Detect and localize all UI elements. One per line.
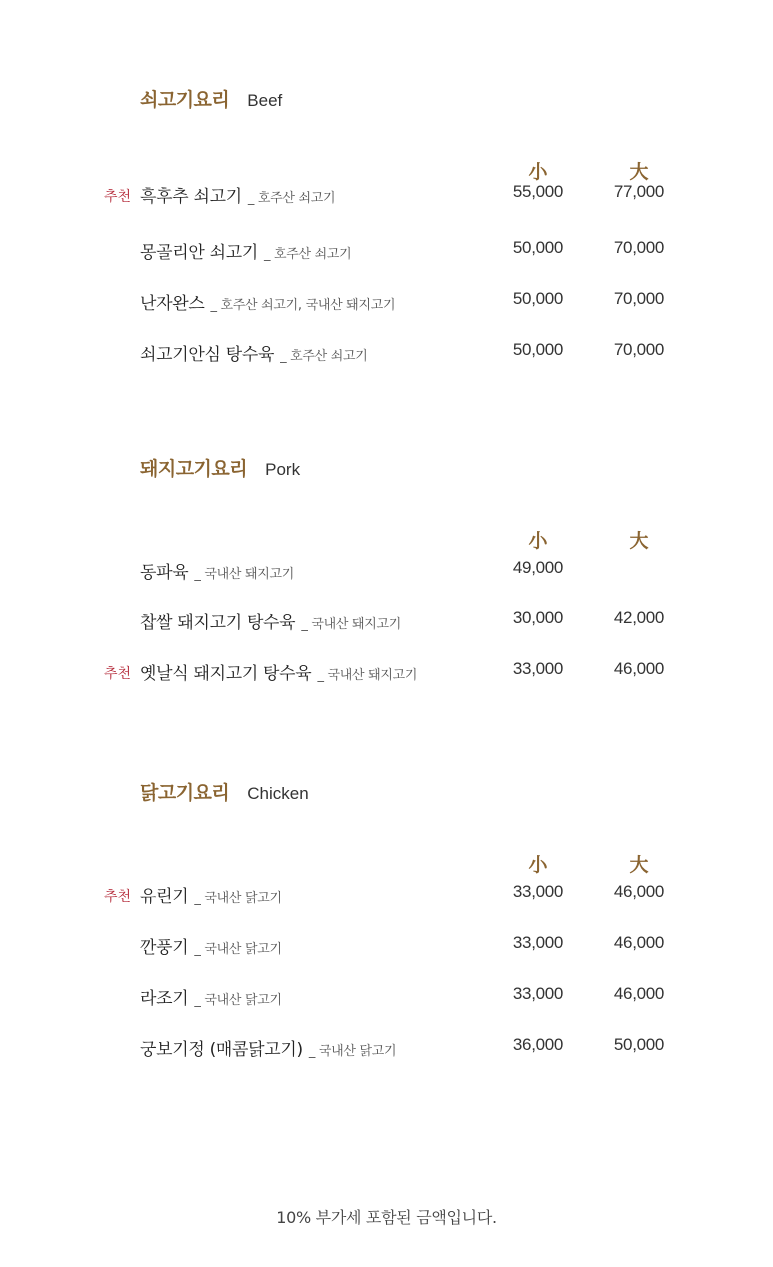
price-small: 50,000 <box>512 340 564 359</box>
price-large: 70,000 <box>613 238 665 257</box>
menu-item <box>0 289 773 319</box>
item-name: 라조기 <box>140 989 189 1009</box>
price-large: 46,000 <box>613 984 665 1003</box>
price-large: 46,000 <box>613 933 665 952</box>
recommend-badge: 추천 <box>104 666 132 682</box>
menu-item <box>0 882 773 912</box>
item-origin: _ 국내산 닭고기 <box>194 993 282 1008</box>
price-small: 50,000 <box>512 289 564 308</box>
price-small: 33,000 <box>512 984 564 1003</box>
item-origin: _ 호주산 쇠고기 <box>263 247 352 262</box>
recommend-badge: 추천 <box>104 889 132 905</box>
price-small: 55,000 <box>512 182 564 201</box>
item-name: 깐풍기 <box>140 938 189 958</box>
item-name: 몽골리안 쇠고기 <box>140 243 258 263</box>
vat-notice: 10% 부가세 포함된 금액입니다. <box>276 1208 497 1227</box>
section-title-en: Chicken <box>247 784 309 803</box>
price-large: 77,000 <box>613 182 665 201</box>
size-large-header: 大 <box>629 854 649 876</box>
item-origin: _ 국내산 돼지고기 <box>194 567 295 582</box>
price-small: 33,000 <box>512 882 564 901</box>
item-origin: _ 국내산 닭고기 <box>308 1044 397 1059</box>
price-large: 46,000 <box>613 659 665 678</box>
price-small: 33,000 <box>512 933 564 952</box>
item-origin: _ 호주산 쇠고기 <box>280 349 368 364</box>
menu-item <box>0 238 773 268</box>
price-small: 49,000 <box>512 558 564 577</box>
section-title <box>140 85 282 112</box>
menu-item <box>0 1035 773 1065</box>
recommend-badge: 추천 <box>104 189 132 205</box>
section-title-en: Beef <box>247 91 283 110</box>
item-origin: _ 국내산 돼지고기 <box>317 668 418 683</box>
price-small: 36,000 <box>512 1035 564 1054</box>
size-small-header: 小 <box>528 530 548 552</box>
item-name: 흑후추 쇠고기 <box>140 187 242 207</box>
size-large-header: 大 <box>629 530 649 552</box>
price-large: 46,000 <box>613 882 665 901</box>
price-small: 30,000 <box>512 608 564 627</box>
menu-item <box>0 340 773 370</box>
size-small-header: 小 <box>528 161 548 183</box>
menu-item <box>0 984 773 1014</box>
item-name: 난자완스 <box>140 294 205 314</box>
item-origin: _ 국내산 닭고기 <box>194 942 282 957</box>
item-name: 쇠고기안심 탕수육 <box>140 345 275 365</box>
section-title-en: Pork <box>265 460 301 479</box>
price-large: 70,000 <box>613 340 665 359</box>
menu-item <box>0 608 773 638</box>
menu-item <box>0 933 773 963</box>
item-origin: _ 국내산 닭고기 <box>194 891 282 906</box>
menu-item <box>0 558 773 588</box>
price-small: 50,000 <box>512 238 564 257</box>
size-large-header: 大 <box>629 161 649 183</box>
price-large: 70,000 <box>613 289 665 308</box>
item-name: 동파육 <box>140 563 189 583</box>
price-large: 50,000 <box>613 1035 665 1054</box>
price-large: 42,000 <box>613 608 665 627</box>
section-title <box>140 454 300 481</box>
item-origin: _ 호주산 쇠고기 <box>247 191 336 206</box>
menu-item <box>0 182 773 212</box>
price-small: 33,000 <box>512 659 564 678</box>
size-small-header: 小 <box>528 854 548 876</box>
item-name: 궁보기정 (매콤닭고기) <box>140 1040 303 1060</box>
section-title-ko: 닭고기요리 <box>140 782 230 804</box>
item-name: 찹쌀 돼지고기 탕수육 <box>140 613 296 633</box>
section-title-ko: 돼지고기요리 <box>140 458 248 480</box>
item-origin: _ 호주산 쇠고기, 국내산 돼지고기 <box>210 298 396 313</box>
item-origin: _ 국내산 돼지고기 <box>301 617 401 632</box>
section-title <box>140 778 309 805</box>
item-name: 옛날식 돼지고기 탕수육 <box>140 664 312 684</box>
menu-item <box>0 659 773 689</box>
item-name: 유린기 <box>140 887 189 907</box>
section-title-ko: 쇠고기요리 <box>140 89 230 111</box>
